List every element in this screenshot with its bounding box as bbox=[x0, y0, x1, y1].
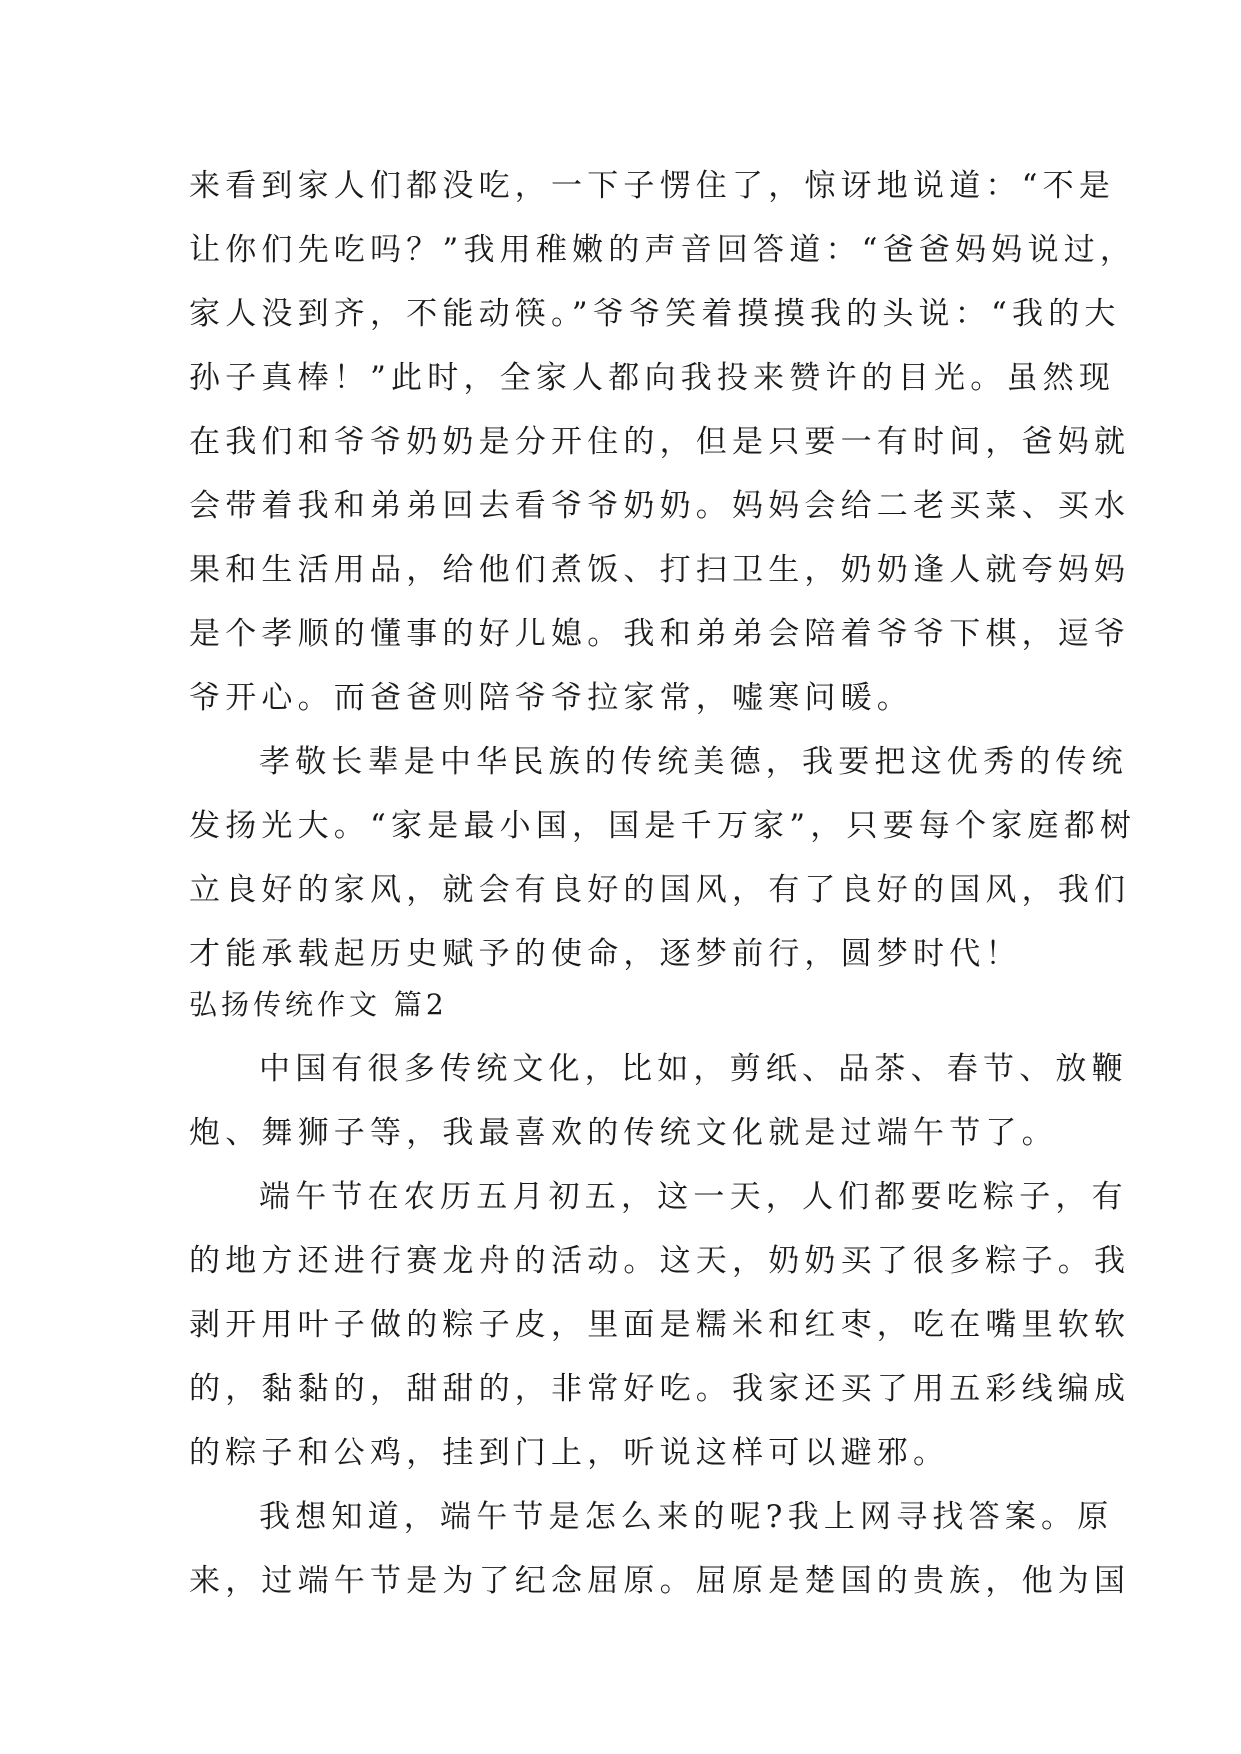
section-heading-block bbox=[189, 973, 1059, 1037]
text-line: 才能承载起历史赋予的使命，逐梦前行，圆梦时代！ bbox=[189, 936, 1022, 972]
paragraph-first-line: 端午节在农历五月初五，这一天，人们都要吃粽子，有 bbox=[259, 1179, 1128, 1215]
essay-section-1 bbox=[189, 154, 1137, 986]
text-line: 是个孝顺的懂事的好儿媳。我和弟弟会陪着爷爷下棋，逗爷 bbox=[189, 616, 1131, 652]
text-line: 来看到家人们都没吃，一下子愣住了，惊讶地说道：“不是 bbox=[189, 168, 1116, 204]
paragraph-first-line: 中国有很多传统文化，比如，剪纸、品茶、春节、放鞭 bbox=[259, 1051, 1128, 1087]
text-line: 在我们和爷爷奶奶是分开住的，但是只要一有时间，爸妈就 bbox=[189, 424, 1131, 460]
text-line: 立良好的家风，就会有良好的国风，有了良好的国风，我们 bbox=[189, 872, 1131, 908]
text-line: 剥开用叶子做的粽子皮，里面是糯米和红枣，吃在嘴里软软 bbox=[189, 1307, 1131, 1343]
paragraph-first-line: 孝敬长辈是中华民族的传统美德，我要把这优秀的传统 bbox=[259, 744, 1128, 780]
text-line: 的地方还进行赛龙舟的活动。这天，奶奶买了很多粽子。我 bbox=[189, 1243, 1131, 1279]
text-line: 爷开心。而爸爸则陪爷爷拉家常，嘘寒问暖。 bbox=[189, 680, 913, 716]
text-line: 家人没到齐，不能动筷。”爷爷笑着摸摸我的头说：“我的大 bbox=[189, 296, 1121, 332]
text-line: 会带着我和弟弟回去看爷爷奶奶。妈妈会给二老买菜、买水 bbox=[189, 488, 1131, 524]
text-line: 发扬光大。“家是最小国，国是千万家”，只要每个家庭都树 bbox=[189, 808, 1137, 844]
text-line: 的粽子和公鸡，挂到门上，听说这样可以避邪。 bbox=[189, 1435, 950, 1471]
essay-section-2 bbox=[189, 1037, 1131, 1613]
text-line: 果和生活用品，给他们煮饭、打扫卫生，奶奶逢人就夸妈妈 bbox=[189, 552, 1131, 588]
paragraph-first-line: 我想知道，端午节是怎么来的呢?我上网寻找答案。原 bbox=[259, 1499, 1114, 1535]
text-line: 的，黏黏的，甜甜的，非常好吃。我家还买了用五彩线编成 bbox=[189, 1371, 1131, 1407]
text-line: 来，过端午节是为了纪念屈原。屈原是楚国的贵族，他为国 bbox=[189, 1563, 1131, 1599]
text-line: 让你们先吃吗？”我用稚嫩的声音回答道：“爸爸妈妈说过， bbox=[189, 232, 1137, 268]
text-line: 孙子真棒！”此时，全家人都向我投来赞许的目光。虽然现 bbox=[189, 360, 1116, 396]
section-heading: 弘扬传统作文 篇2 bbox=[189, 988, 448, 1021]
text-line: 炮、舞狮子等，我最喜欢的传统文化就是过端午节了。 bbox=[189, 1115, 1058, 1151]
